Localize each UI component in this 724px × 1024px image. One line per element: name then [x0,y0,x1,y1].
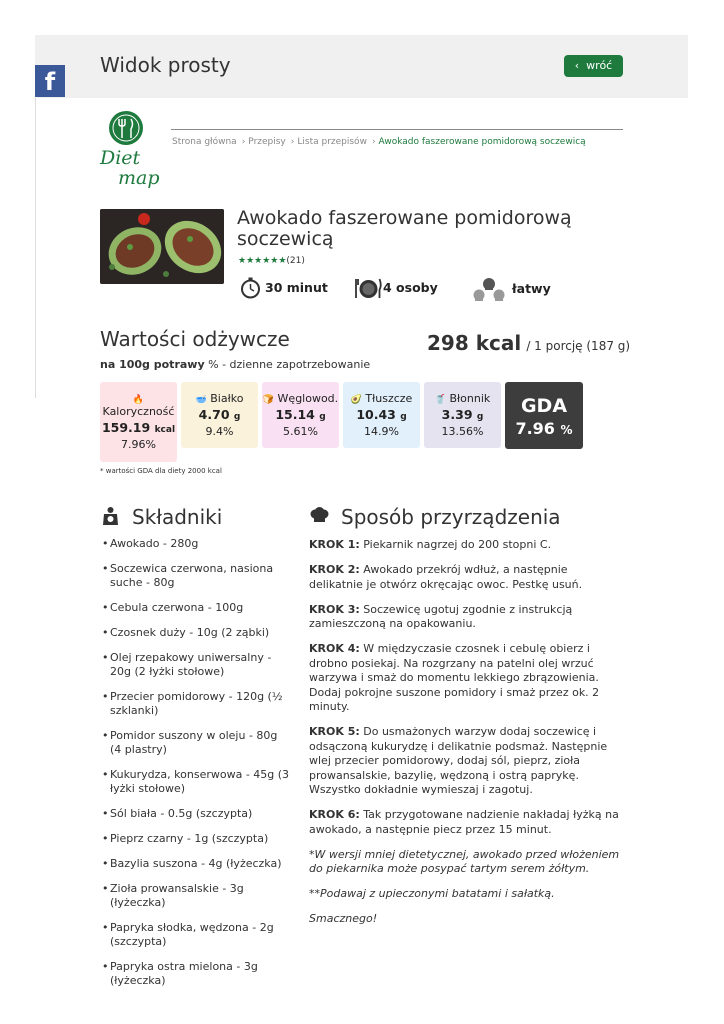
flame-icon: 🔥 [132,395,145,405]
nutrient-label: Węglowod. [277,392,339,405]
breadcrumb-divider [171,129,623,130]
gda-label: GDA [520,395,568,417]
nutrient-value: 4.70 [198,407,230,422]
nutrient-unit: g [233,412,241,422]
gda-box [505,382,583,449]
header-bar [35,35,688,98]
plate-cutlery-icon [355,276,382,300]
divider [35,98,36,398]
step: KROK 1: Piekarnik nagrzej do 200 stopni C. [309,538,552,551]
list-item: • Zioła prowansalskie - 3g (łyżeczka) [102,882,292,910]
note: Smacznego! [309,912,378,925]
nutrient-box-fiber [424,382,501,448]
gda-unit: % [560,423,573,437]
note: **Podawaj z upieczonymi batatami i sałatką. [309,887,555,900]
kcal-per-portion [427,331,630,355]
list-item: • Kukurydza, konserwowa - 45g (3 łyżki stołowe) [102,768,292,796]
nutrient-unit: g [400,412,407,422]
step: KROK 3: Soczewicę ugotuj zgodnie z instrukcją zamieszczoną na opakowaniu. [309,602,573,630]
list-item: • Czosnek duży - 10g (2 ząbki) [102,626,292,640]
list-item: • Pieprz czarny - 1g (szczypta) [102,832,292,846]
nutrient-value: 15.14 [275,407,315,422]
chevron-right-icon: › [371,137,376,147]
nutrition-subtitle: na 100g potrawy % - dzienne zapotrzebowanie [100,358,371,371]
nutrient-box-protein [181,382,258,448]
nutrient-percent: 7.96% [121,438,156,451]
nutrient-unit: g [319,412,326,422]
ingredients-heading: Składniki [132,505,223,529]
list-item: • Papryka ostra mielona - 3g (łyżeczka) [102,960,292,988]
nutrient-box-fat [343,382,420,448]
nutrient-label: Białko [210,392,244,405]
difficulty: łatwy [512,281,551,296]
recipe-photo [100,209,224,284]
avocado-icon: 🥑 [350,395,362,405]
gda-value: 7.96 [515,419,555,438]
logo-circle [109,111,143,145]
facebook-icon[interactable]: f [35,65,65,97]
list-item: • Cebula czerwona - 100g [102,601,292,615]
note: *W wersji mniej dietetycznej, awokado przed włożeniem do piekarnika może posypać tartym serem żółtym. [309,847,620,875]
step: KROK 2: Awokado przekrój wdłuż, a następnie delikatnie je otwórz okręcając owoc. Pestkę usuń. [309,563,583,591]
back-button-label: wróć [586,59,613,72]
nutrient-percent: 5.61% [283,425,318,438]
cup-icon: 🥤 [434,395,446,405]
chef-hats-icon [471,276,508,303]
breadcrumb-home[interactable]: Strona główna [172,137,237,147]
dietmap-logo[interactable] [98,110,164,188]
step: KROK 4: W międzyczasie czosnek i cebulę obierz i drobno posiekaj. Na rozgrzany na patelni olej wrzuć warzywa i smaż do momentu lekkiego zbrązowienia. Dodaj pokrojne suszone pomidory i smaż przez ok. 2 minuty. [309,642,600,713]
step: KROK 6: Tak przygotowane nadzienie nakładaj łyżką na awokado, a następnie piecz przez 15 minut. [309,808,619,836]
gda-note: * wartości GDA dla diety 2000 kcal [100,467,222,475]
servings: 4 osoby [383,280,438,295]
star-rating-icon: ★★★★★★ [238,256,287,266]
scale-icon [101,506,120,526]
nutrient-percent: 14.9% [364,425,399,438]
chevron-left-icon: ‹ [574,59,587,72]
list-item: • Soczewica czerwona, nasiona suche - 80g [102,562,292,590]
step: KROK 5: Do usmażonych warzyw dodaj soczewicę i odsączoną kukurydzę i delikatnie podsmaż. Następnie wlej przecier pomidorowy, dodaj sól, pieprz, zioła prowansalskie, bazylię, wędzoną i ostrą paprykę. Wszystko dokładnie wymieszaj i zagotuj. [309,725,608,796]
kcal-value: 298 kcal [427,331,522,355]
nutrient-label: Kaloryczność [102,405,175,418]
page-title: Widok prosty [100,53,231,77]
nutrition-heading: Wartości odżywcze [100,327,290,351]
nutrient-value: 10.43 [356,407,396,422]
recipe-title: Awokado faszerowane pomidorową soczewicą [237,207,572,250]
list-item: • Awokado - 280g [102,537,292,551]
list-item: • Sól biała - 0.5g (szczypta) [102,807,292,821]
bread-icon: 🍞 [262,395,275,405]
breadcrumb-recipes[interactable]: Przepisy [248,137,286,147]
chevron-right-icon: › [241,137,246,147]
preparation-steps [309,538,621,937]
chevron-right-icon: › [290,137,295,147]
nutrient-value: 159.19 [101,420,151,435]
nutrient-percent: 13.56% [441,425,484,438]
nutrient-percent: 9.4% [205,425,234,438]
prep-time: 30 minut [265,280,328,295]
nutrient-unit: kcal [154,425,176,435]
nutrient-label: Błonnik [449,392,491,405]
bowl-icon: 🥣 [195,395,207,405]
nutrient-value: 3.39 [441,407,473,422]
preparation-heading: Sposób przyrządzenia [341,505,561,529]
breadcrumb-recipe-list[interactable]: Lista przepisów [297,137,367,147]
breadcrumb [172,137,586,147]
rating-count: (21) [286,256,305,266]
list-item: • Przecier pomidorowy - 120g (½ szklanki) [102,690,292,718]
stopwatch-icon [240,277,261,299]
logo-text-diet: Diet [100,147,141,169]
list-item: • Pomidor suszony w oleju - 80g (4 plastry) [102,729,292,757]
logo-text-map: map [118,167,160,188]
nutrient-box-carbs [262,382,339,448]
list-item: • Olej rzepakowy uniwersalny - 20g (2 łyżki stołowe) [102,651,292,679]
nutrient-unit: g [476,412,484,422]
back-button[interactable] [564,55,623,77]
breadcrumb-current[interactable]: Awokado faszerowane pomidorową soczewicą [378,137,586,147]
chef-hat-icon [310,507,329,523]
rating [238,256,305,266]
kcal-portion: / 1 porcję (187 g) [526,339,631,353]
list-item: • Papryka słodka, wędzona - 2g (szczypta) [102,921,292,949]
nutrient-label: Tłuszcze [365,392,413,405]
ingredients-list [102,537,292,999]
list-item: • Bazylia suszona - 4g (łyżeczka) [102,857,292,871]
nutrient-box-calories [100,382,177,462]
